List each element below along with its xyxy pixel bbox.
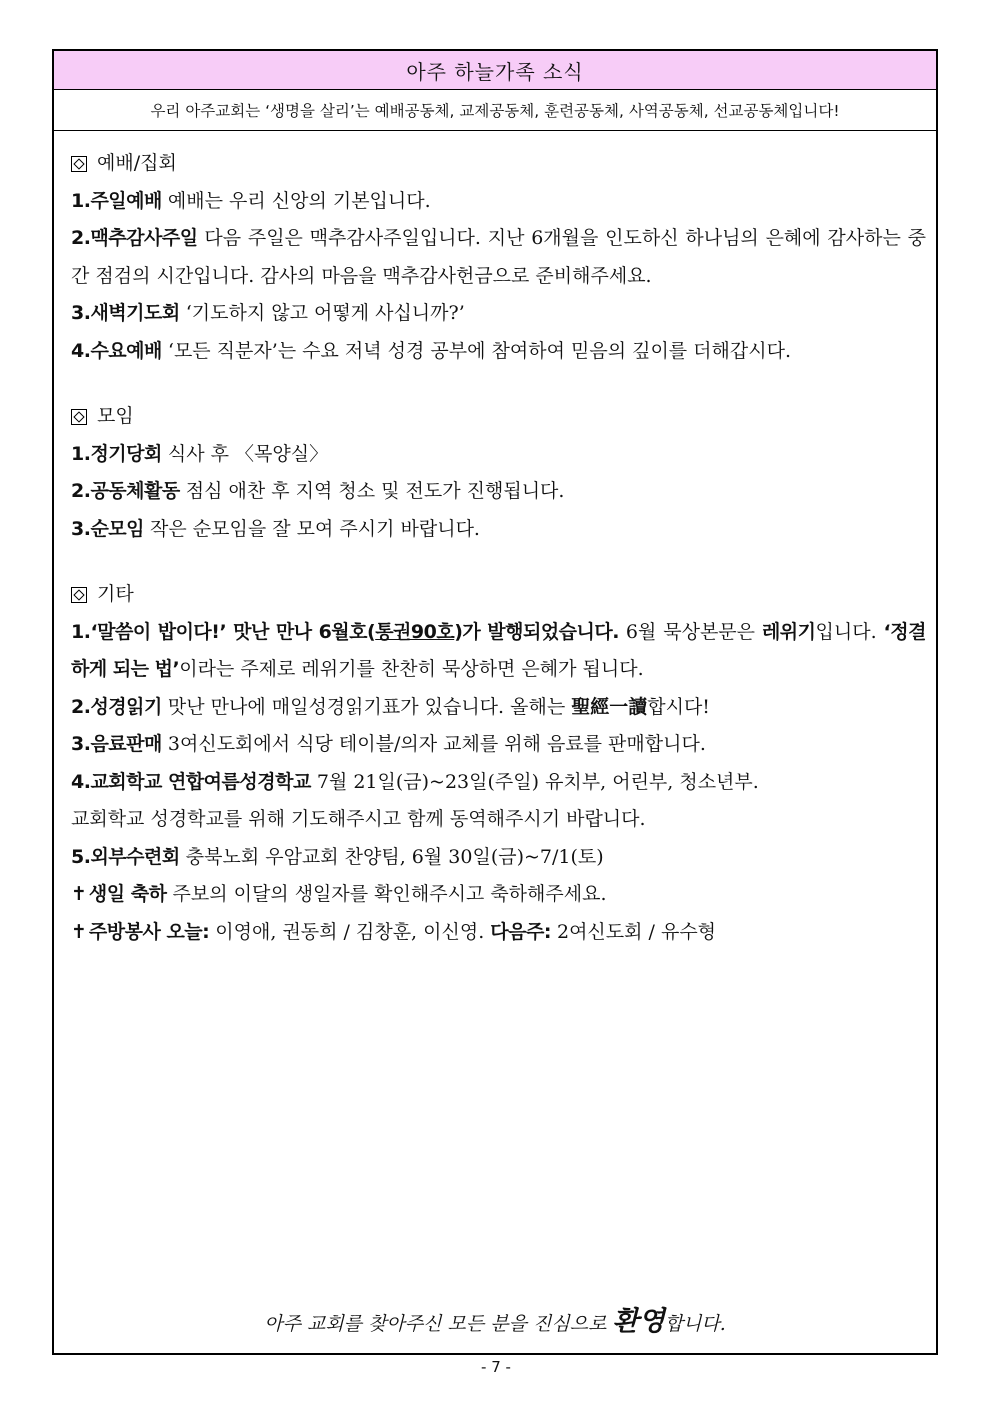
meeting-item-3: 3.순모임 작은 순모임을 잘 모여 주시기 바랍니다. xyxy=(71,517,480,540)
section-title: 모임 xyxy=(97,405,134,427)
diamond-box-icon xyxy=(71,156,87,172)
section-worship-heading xyxy=(71,145,926,183)
worship-item-3: 3.새벽기도회 ‘기도하지 않고 어떻게 사십니까?’ xyxy=(71,302,465,324)
welcome-message: 아주 교회를 찾아주신 모든 분을 진심으로 환영합니다. xyxy=(264,1306,726,1337)
etc-item-4: 4.교회학교 연합여름성경학교 7월 21일(금)~23일(주일) 유치부, 어린부, 청소년부. xyxy=(71,770,759,793)
section-title: 기타 xyxy=(97,583,134,605)
newsletter-content xyxy=(54,131,936,951)
page-number: - 7 - xyxy=(481,1358,511,1376)
cross-icon: ✝ xyxy=(71,920,87,943)
etc-item-4-line2: 교회학교 성경학교를 위해 기도해주시고 함께 동역해주시기 바랍니다. xyxy=(71,808,646,830)
worship-item-4: 4.수요예배 ‘모든 직분자’는 수요 저녁 성경 공부에 참여하여 믿음의 깊이를 더해갑시다. xyxy=(71,339,791,362)
kitchen-service: ✝ 주방봉사 오늘: 이영애, 권동희 / 김창훈, 이신영. 다음주: 2여신도회 / 유수형 xyxy=(71,920,717,943)
section-etc-heading xyxy=(71,576,926,614)
newsletter-frame xyxy=(52,49,938,1355)
diamond-box-icon xyxy=(71,409,87,425)
cross-icon: ✝ xyxy=(71,883,87,905)
section-meeting-heading xyxy=(71,398,926,436)
etc-item-1: 1.‘말씀이 밥이다!’ 맛난 만나 6월호(통권90호)가 발행되었습니다. 6월 묵상본문은 레위기입니다. ‘정결하게 되는 법’이라는 주제로 레위기를 찬찬히 묵상하면 은혜가 됩니다. xyxy=(71,620,926,680)
birthday-notice: ✝ 생일 축하 주보의 이달의 생일자를 확인해주시고 축하해주세요. xyxy=(71,883,607,905)
diamond-box-icon xyxy=(71,587,87,603)
newsletter-title: 아주 하늘가족 소식 xyxy=(54,51,936,90)
etc-item-3: 3.음료판매 3여신도회에서 식당 테이블/의자 교체를 위해 음료를 판매합니다. xyxy=(71,733,706,755)
etc-item-5: 5.외부수련회 충북노회 우암교회 찬양팀, 6월 30일(금)~7/1(토) xyxy=(71,845,604,868)
worship-item-2: 2.맥추감사주일 다음 주일은 맥추감사주일입니다. 지난 6개월을 인도하신 하나님의 은혜에 감사하는 중간 점검의 시간입니다. 감사의 마음을 맥추감사헌금으로 준비해주세요. xyxy=(71,227,926,287)
meeting-item-1: 1.정기당회 식사 후 〈목양실〉 xyxy=(71,442,329,465)
etc-item-2: 2.성경읽기 맛난 만나에 매일성경읽기표가 있습니다. 올해는 聖經一讀합시다! xyxy=(71,695,710,718)
section-title: 예배/집회 xyxy=(97,152,177,174)
meeting-item-2: 2.공동체활동 점심 애찬 후 지역 청소 및 전도가 진행됩니다. xyxy=(71,480,565,502)
church-motto: 우리 아주교회는 ‘생명을 살리’는 예배공동체, 교제공동체, 훈련공동체, 사역공동체, 선교공동체입니다! xyxy=(54,90,936,131)
worship-item-1: 1.주일예배 예배는 우리 신앙의 기본입니다. xyxy=(71,189,431,212)
